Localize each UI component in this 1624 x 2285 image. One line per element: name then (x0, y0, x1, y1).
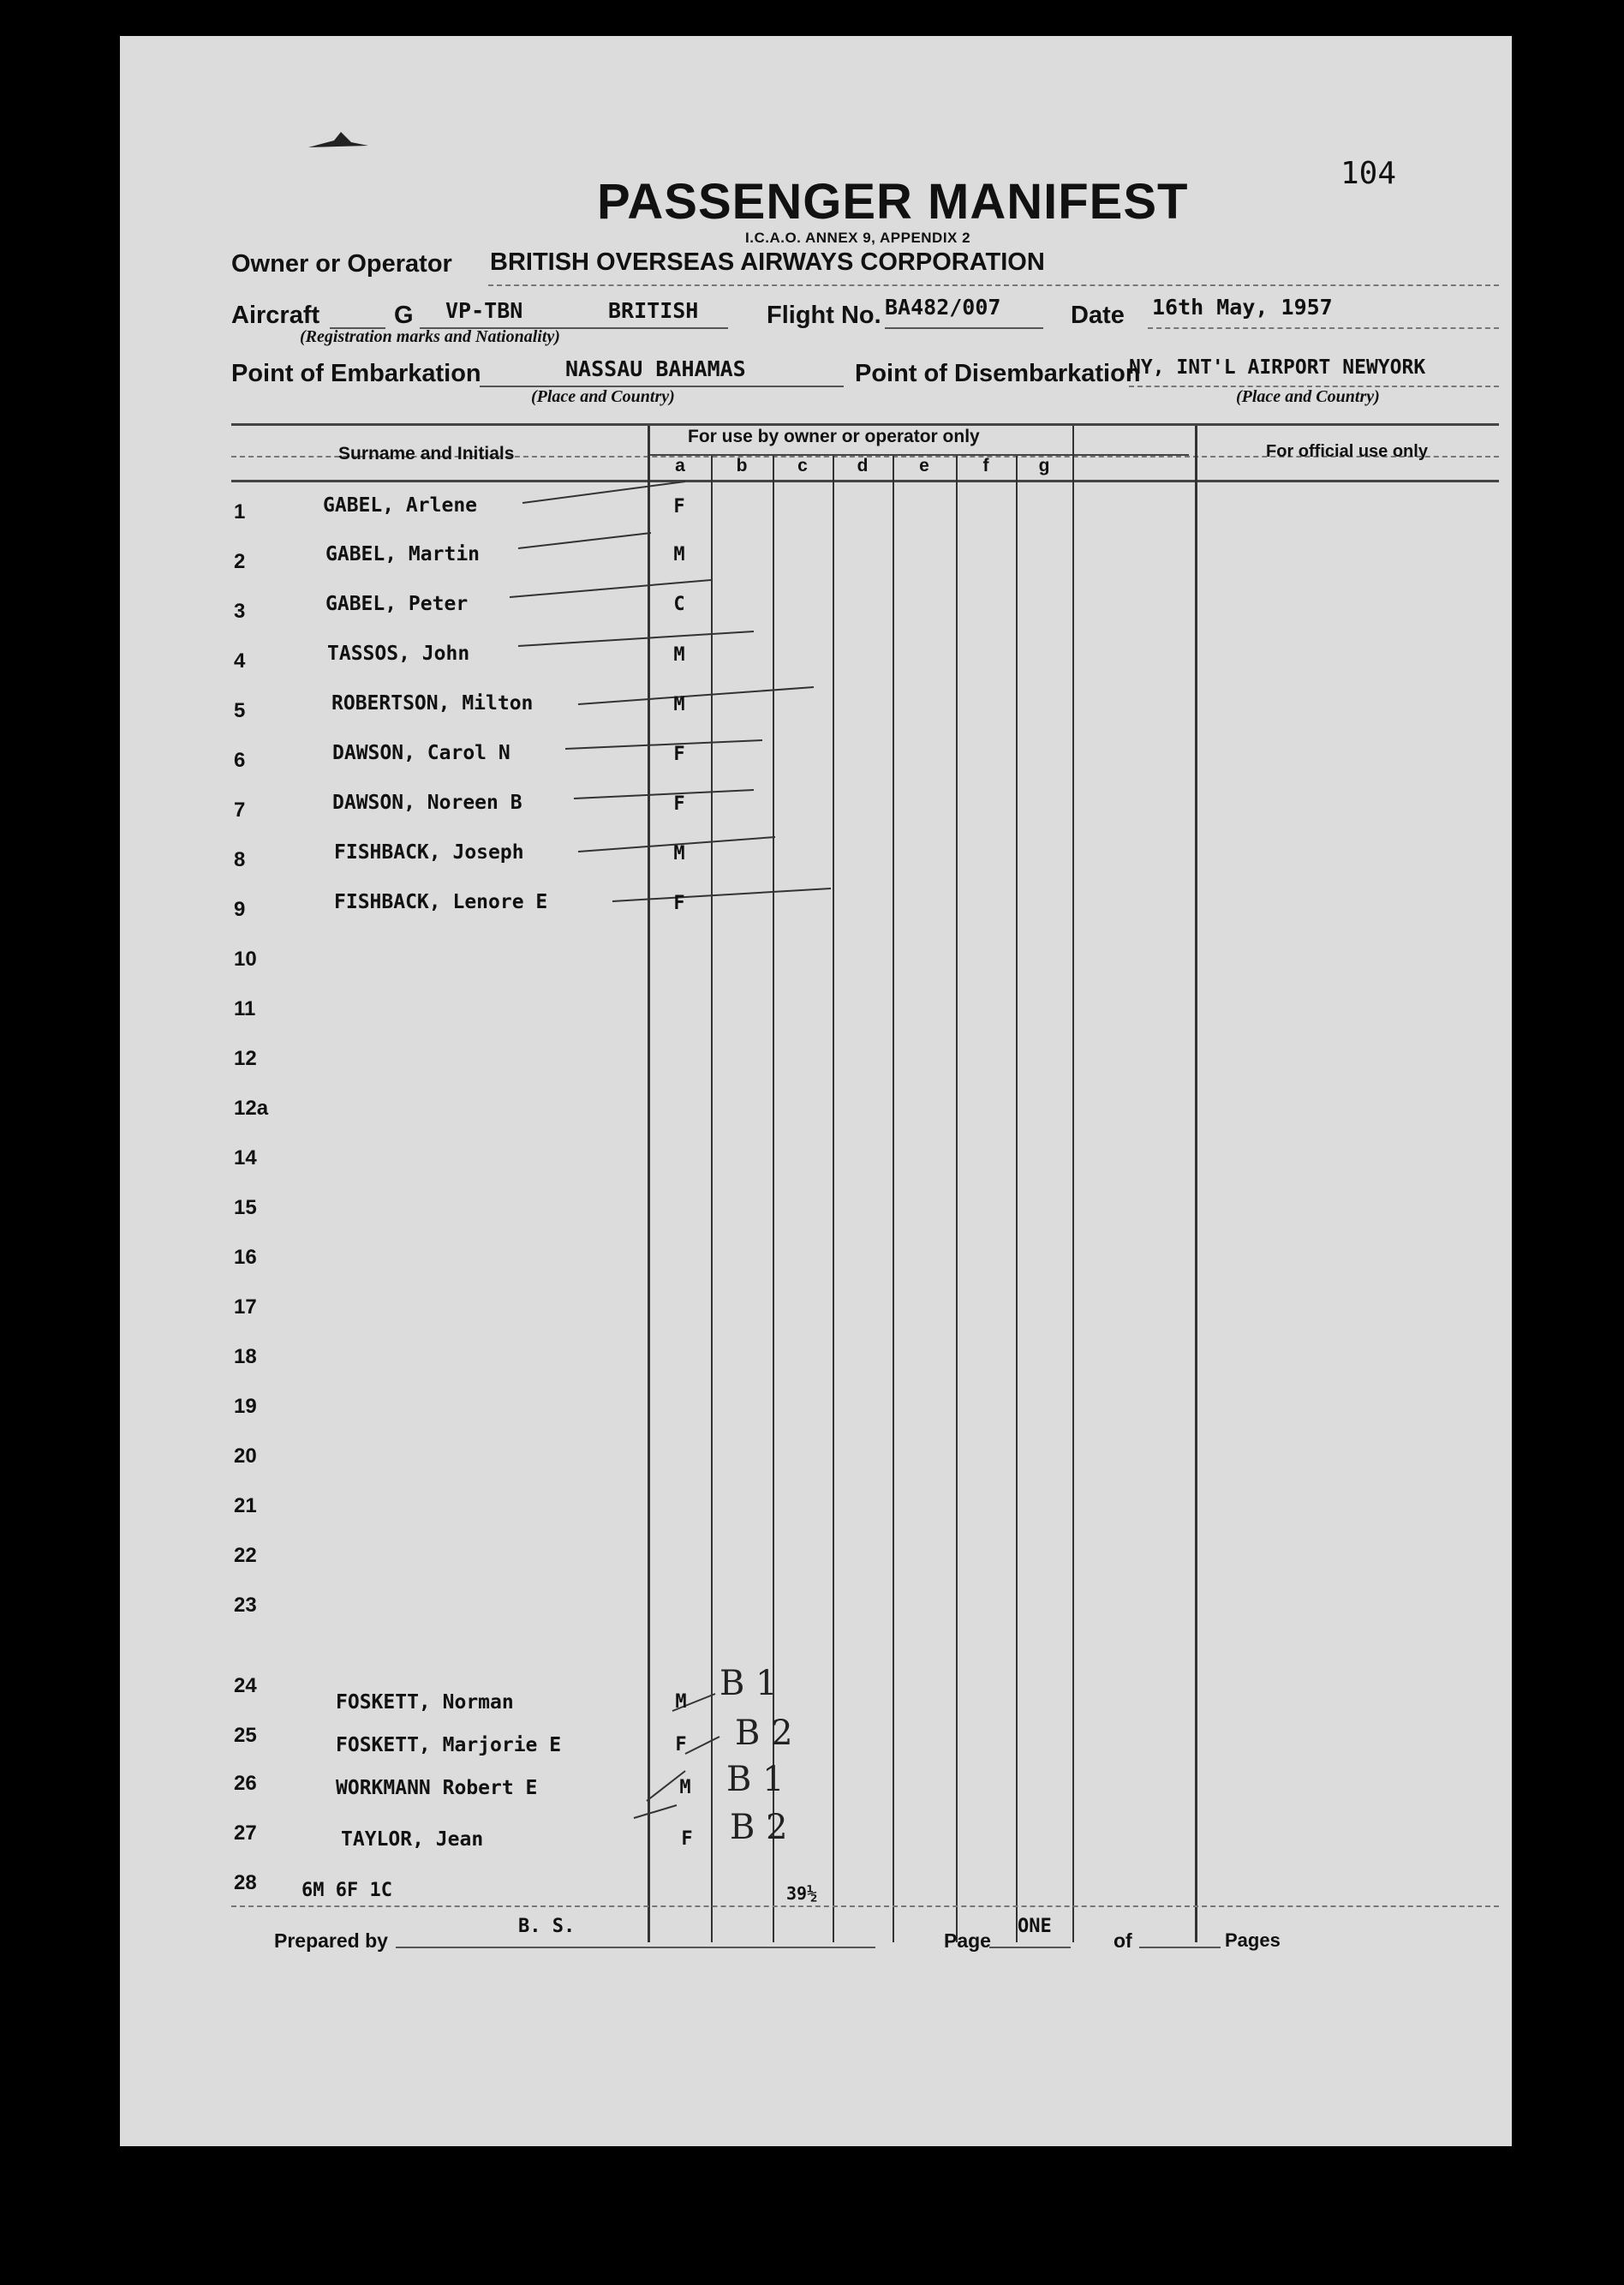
row-number: 21 (234, 1494, 257, 1517)
passenger-code: M (673, 843, 685, 864)
row-number: 7 (234, 799, 246, 822)
passenger-name: DAWSON, Noreen B (332, 792, 522, 814)
disembarkation-note: (Place and Country) (1236, 387, 1380, 406)
row-number: 11 (234, 997, 256, 1020)
flight-value: BA482/007 (885, 295, 1001, 320)
handwritten-seat: B 2 (730, 1808, 788, 1847)
passenger-name: GABEL, Peter (325, 593, 469, 615)
passenger-code: F (673, 744, 685, 765)
row-number: 6 (234, 749, 246, 772)
row-number: 16 (234, 1246, 257, 1269)
row-number: 12 (234, 1047, 257, 1070)
passenger-code: M (673, 544, 685, 565)
totals-col-c: 39½ (786, 1883, 818, 1904)
passenger-code: C (673, 594, 685, 615)
official-use-header: For official use only (1266, 442, 1428, 461)
passenger-name: FOSKETT, Norman (336, 1691, 514, 1714)
passenger-name: ROBERTSON, Milton (331, 692, 534, 715)
flight-label: Flight No. (767, 302, 881, 329)
passenger-name: GABEL, Martin (325, 543, 481, 565)
row-number: 23 (234, 1594, 257, 1617)
col-head-d: d (857, 456, 869, 476)
col-head-e: e (919, 456, 929, 476)
passenger-name: FISHBACK, Lenore E (334, 891, 548, 913)
row-number: 20 (234, 1445, 257, 1468)
passenger-code: M (673, 644, 685, 666)
row-number: 2 (234, 550, 246, 573)
passenger-name: WORKMANN Robert E (336, 1777, 538, 1799)
col-head-a: a (675, 456, 685, 476)
row-number: 12a (234, 1097, 269, 1120)
passenger-code: M (673, 694, 685, 715)
embarkation-label: Point of Embarkation (231, 360, 481, 387)
passenger-code: M (675, 1691, 687, 1713)
row-number: 26 (234, 1772, 257, 1795)
row-number: 27 (234, 1821, 257, 1845)
row-number: 15 (234, 1196, 257, 1219)
col-head-b: b (736, 456, 748, 476)
passenger-code: F (681, 1828, 693, 1850)
pen-strokes (120, 36, 1512, 2146)
col-head-c: c (797, 456, 808, 476)
col-head-f: f (982, 456, 989, 476)
date-label: Date (1071, 302, 1125, 329)
handwritten-seat: B 1 (726, 1760, 785, 1799)
handwritten-seat: B 2 (735, 1714, 793, 1753)
embarkation-note: (Place and Country) (531, 387, 675, 406)
date-value: 16th May, 1957 (1152, 295, 1333, 320)
passenger-name: GABEL, Arlene (323, 494, 478, 517)
owner-use-header: For use by owner or operator only (688, 427, 980, 446)
row-number: 3 (234, 600, 246, 623)
totals-text: 6M 6F 1C (302, 1880, 392, 1901)
row-number: 19 (234, 1395, 257, 1418)
owner-value: BRITISH OVERSEAS AIRWAYS CORPORATION (490, 248, 1045, 276)
row-number: 1 (234, 500, 246, 523)
passenger-name: TASSOS, John (327, 643, 470, 665)
prepared-by-label: Prepared by (274, 1929, 388, 1952)
surname-header: Surname and Initials (338, 444, 515, 464)
col-head-g: g (1038, 456, 1050, 476)
passenger-code: F (675, 1734, 687, 1756)
row-number: 22 (234, 1544, 257, 1567)
row-number: 25 (234, 1724, 257, 1747)
page-label: Page (944, 1929, 991, 1952)
page-number: 104 (1340, 156, 1397, 191)
row-number: 8 (234, 848, 246, 871)
pages-label: Pages (1225, 1929, 1281, 1951)
embarkation-value: NASSAU BAHAMAS (565, 356, 746, 381)
manifest-sheet (120, 36, 1512, 2146)
aircraft-note: (Registration marks and Nationality) (300, 327, 560, 346)
handwritten-seat: B 1 (719, 1664, 778, 1703)
page-value: ONE (1018, 1916, 1052, 1937)
passenger-name: DAWSON, Carol N (332, 742, 510, 764)
row-number: 17 (234, 1295, 257, 1319)
of-label: of (1114, 1929, 1132, 1952)
row-number: 9 (234, 898, 246, 921)
passenger-name: FISHBACK, Joseph (334, 841, 524, 864)
row-number: 14 (234, 1146, 257, 1169)
passenger-code: F (673, 496, 685, 517)
aircraft-prefix: G (394, 302, 414, 329)
row-number: 24 (234, 1674, 257, 1697)
passenger-code: F (673, 793, 685, 815)
document-subtitle: I.C.A.O. ANNEX 9, APPENDIX 2 (745, 230, 971, 246)
document-title: PASSENGER MANIFEST (597, 174, 1189, 230)
disembarkation-value: NY, INT'L AIRPORT NEWYORK (1129, 356, 1426, 379)
row-number: 10 (234, 948, 257, 971)
passenger-code: F (673, 893, 685, 914)
prepared-by-value: B. S. (518, 1916, 576, 1937)
disembarkation-label: Point of Disembarkation (855, 360, 1141, 387)
owner-label: Owner or Operator (231, 250, 452, 278)
row-number: 18 (234, 1345, 257, 1368)
aircraft-nationality: BRITISH (608, 298, 699, 323)
row-number: 4 (234, 649, 246, 673)
aircraft-registration: VP-TBN (445, 298, 523, 323)
passenger-code: M (679, 1777, 691, 1798)
row-number: 5 (234, 699, 246, 722)
aircraft-label: Aircraft (231, 302, 320, 329)
row-number: 28 (234, 1871, 257, 1894)
passenger-name: FOSKETT, Marjorie E (336, 1734, 562, 1756)
passenger-name: TAYLOR, Jean (341, 1828, 484, 1851)
